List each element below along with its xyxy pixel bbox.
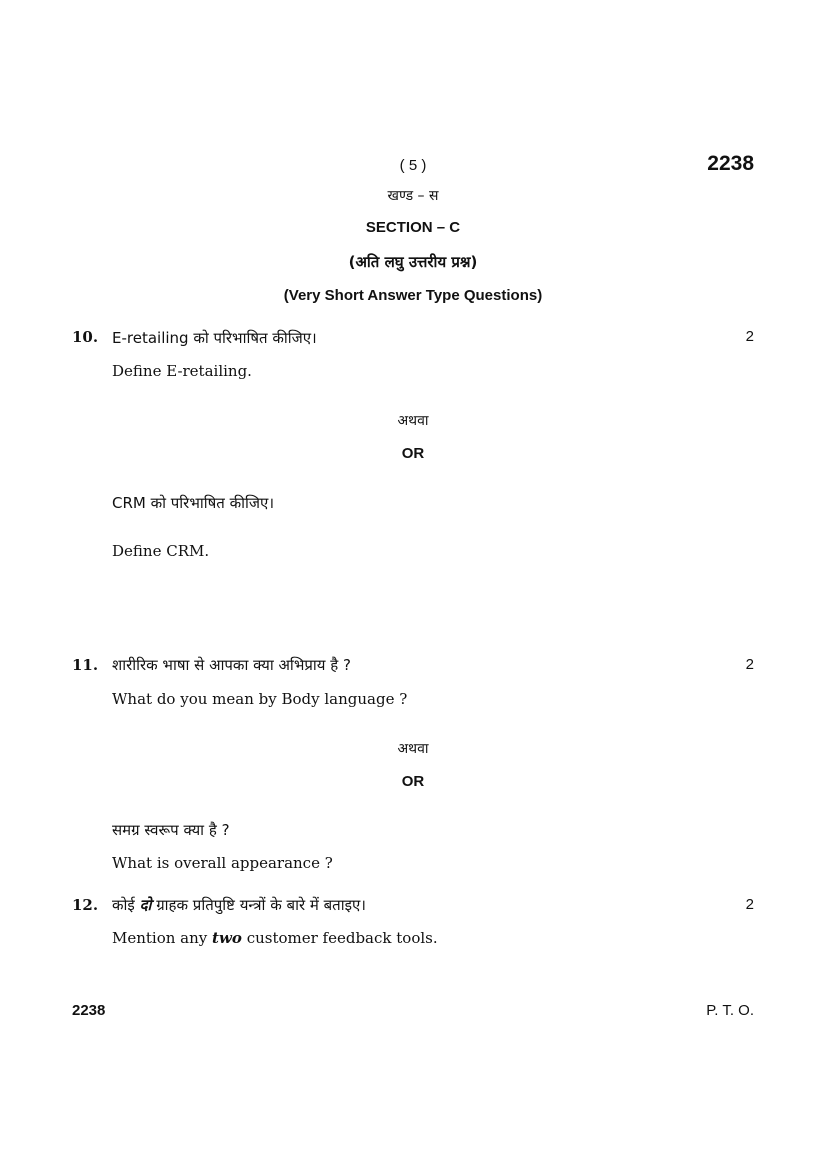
question-marks: 2: [745, 328, 754, 345]
or-label-hindi: अथवा: [397, 413, 429, 429]
question-number: 11.: [72, 656, 99, 674]
footer-code: 2238: [72, 1002, 106, 1019]
question-text-english: Define E-retailing.: [112, 362, 252, 380]
section-title-hindi: खण्ड – स: [387, 188, 439, 204]
question-marks: 2: [745, 896, 754, 913]
emphasis-word: two: [212, 929, 242, 947]
question-text-part: Mention any: [112, 929, 208, 947]
alternative-question-english: Define CRM.: [112, 542, 210, 560]
question-text-part: ग्राहक प्रतिपुष्टि यन्त्रों के बारे में बताइए।: [156, 896, 366, 914]
or-label-english: OR: [401, 445, 425, 462]
paper-code: 2238: [707, 152, 754, 175]
question-text-english: What do you mean by Body language ?: [112, 690, 408, 708]
emphasis-word: दो: [139, 896, 152, 914]
section-subtitle-hindi: (अति लघु उत्तरीय प्रश्न): [348, 253, 478, 271]
footer-pto: P. T. O.: [706, 1002, 754, 1019]
or-label-english: OR: [401, 773, 425, 790]
alternative-question-hindi: समग्र स्वरूप क्या है ?: [112, 821, 230, 839]
question-text-part: customer feedback tools.: [246, 929, 438, 947]
page-number: ( 5 ): [399, 157, 427, 174]
question-number: 12.: [72, 896, 99, 914]
question-text-english: [112, 929, 438, 947]
section-title-english: SECTION – C: [365, 219, 461, 236]
question-text-part: कोई: [112, 896, 135, 914]
alternative-question-english: What is overall appearance ?: [112, 854, 333, 872]
question-text-hindi: [112, 895, 366, 915]
or-label-hindi: अथवा: [397, 741, 429, 757]
section-subtitle-english: (Very Short Answer Type Questions): [283, 287, 543, 304]
alternative-question-hindi: CRM को परिभाषित कीजिए।: [112, 494, 275, 512]
question-number: 10.: [72, 328, 99, 346]
question-text-hindi: शारीरिक भाषा से आपका क्या अभिप्राय है ?: [112, 656, 351, 674]
question-marks: 2: [745, 656, 754, 673]
question-text-hindi: E-retailing को परिभाषित कीजिए।: [112, 329, 317, 347]
